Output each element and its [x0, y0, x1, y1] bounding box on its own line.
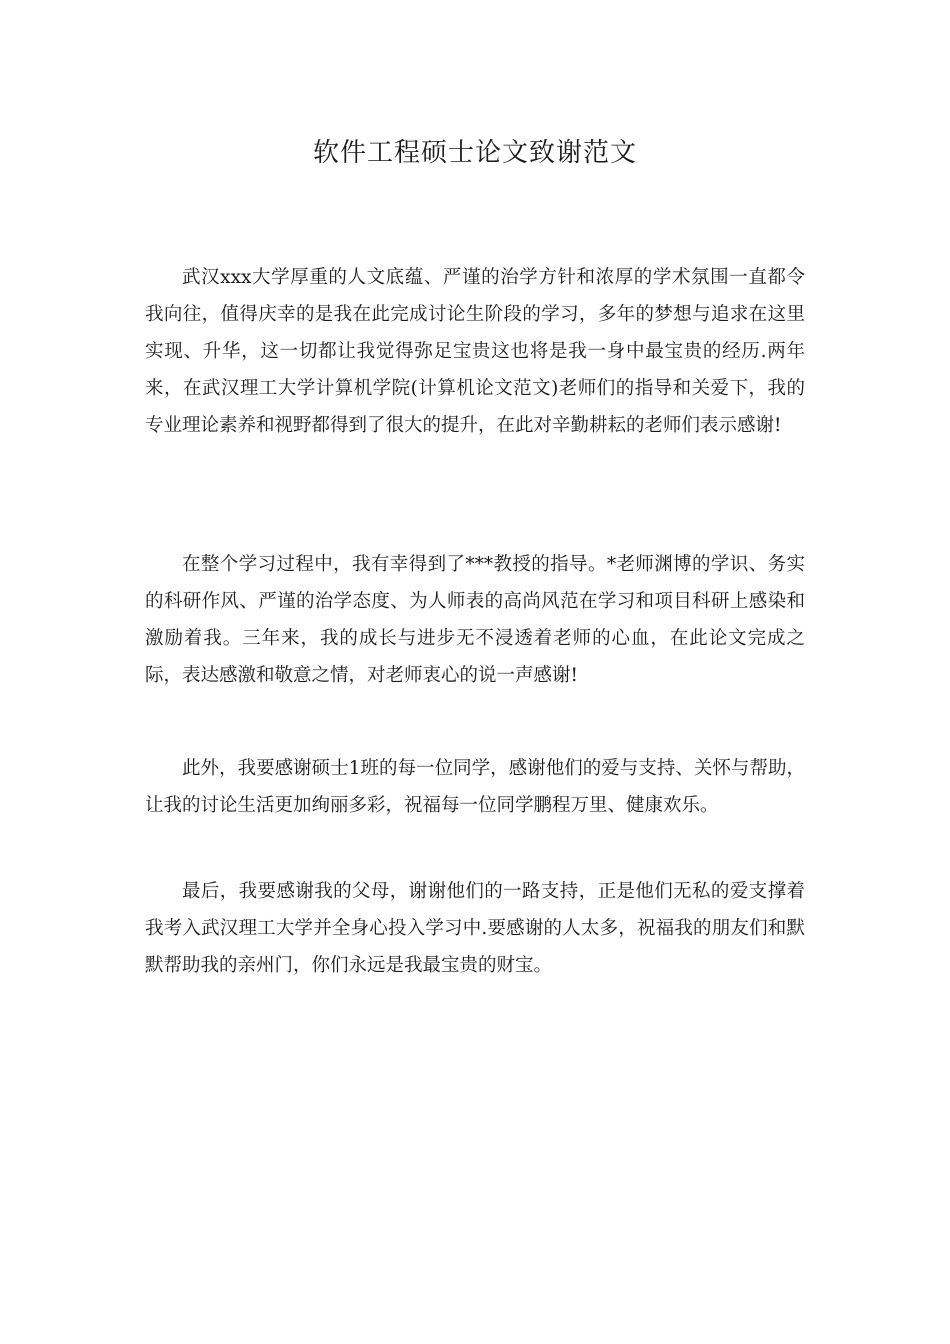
paragraph-advisor: 在整个学习过程中，我有幸得到了***教授的指导。*老师渊博的学识、务实的科研作风、严谨的治学态度、为人师表的高尚风范在学习和项目科研上感染和激励着我。三年来，我的成长与进步无不浸透着老师的心血，在此论文完成之际，表达感激和敬意之情，对老师衷心的说一声感谢!: [145, 554, 805, 686]
paragraph-classmates: 此外，我要感谢硕士1班的每一位同学，感谢他们的爱与支持、关怀与帮助，让我的讨论生活更加绚丽多彩，祝福每一位同学鹏程万里、健康欢乐。: [145, 758, 805, 816]
paragraph-intro: 武汉xxx大学厚重的人文底蕴、严谨的治学方针和浓厚的学术氛围一直都令我向往，值得庆幸的是我在此完成讨论生阶段的学习，多年的梦想与追求在这里实现、升华，这一切都让我觉得弥足宝贵这也将是我一身中最宝贵的经历.两年来，在武汉理工大学计算机学院(计算机论文范文)老师们的指导和关爱下，我的专业理论素养和视野都得到了很大的提升，在此对辛勤耕耘的老师们表示感谢!: [145, 267, 805, 436]
document-title: 软件工程硕士论文致谢范文: [312, 138, 637, 168]
paragraph-family: 最后，我要感谢我的父母，谢谢他们的一路支持，正是他们无私的爱支撑着我考入武汉理工大学并全身心投入学习中.要感谢的人太多，祝福我的朋友们和默默帮助我的亲州门，你们永远是我最宝贵的财宝。: [145, 881, 805, 976]
